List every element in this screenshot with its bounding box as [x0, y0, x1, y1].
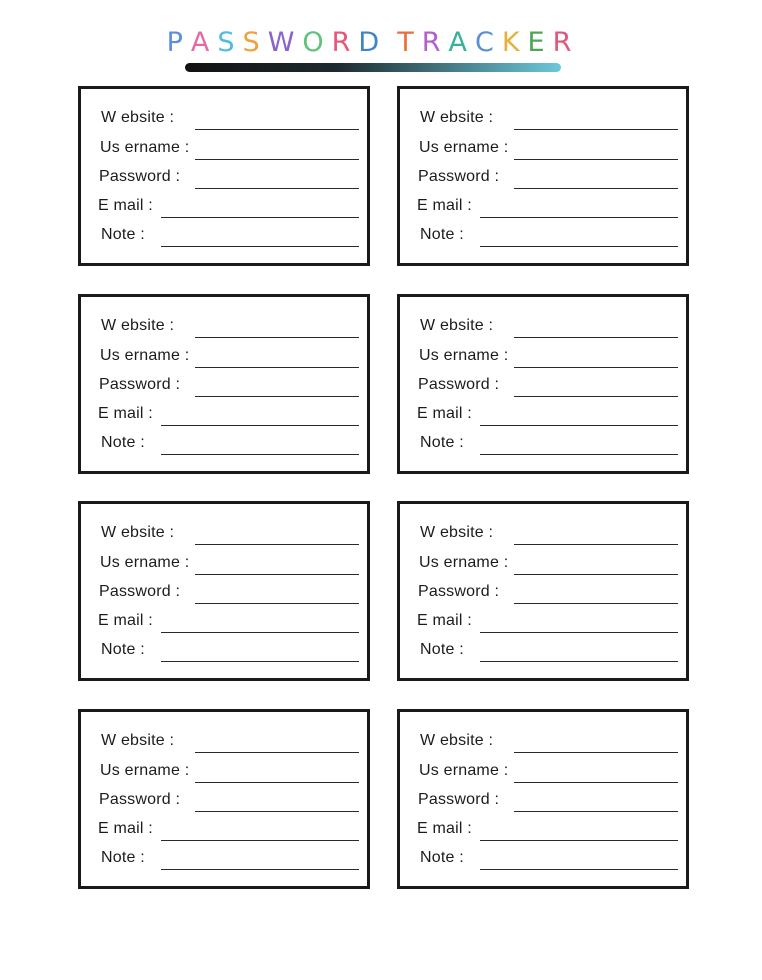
- email-label: E mail :: [417, 197, 472, 214]
- password-write-line[interactable]: [514, 188, 678, 189]
- email-label: E mail :: [417, 405, 472, 422]
- email-write-line[interactable]: [161, 425, 359, 426]
- email-write-line[interactable]: [480, 840, 678, 841]
- title-letter: T: [397, 27, 422, 58]
- website-write-line[interactable]: [195, 544, 359, 545]
- email-label: E mail :: [98, 405, 153, 422]
- note-label: Note :: [420, 226, 464, 243]
- website-label: W ebsite :: [101, 732, 175, 749]
- email-write-line[interactable]: [161, 840, 359, 841]
- email-label: E mail :: [417, 820, 472, 837]
- website-write-line[interactable]: [514, 337, 678, 338]
- username-write-line[interactable]: [195, 367, 359, 368]
- website-write-line[interactable]: [195, 129, 359, 130]
- email-label: E mail :: [417, 612, 472, 629]
- title-letter: E: [527, 27, 553, 58]
- username-label: Us ername :: [100, 762, 190, 779]
- title-letter: O: [302, 27, 332, 58]
- title-letter: [387, 26, 397, 60]
- website-label: W ebsite :: [420, 524, 494, 541]
- website-write-line[interactable]: [195, 337, 359, 338]
- password-write-line[interactable]: [195, 603, 359, 604]
- note-write-line[interactable]: [480, 869, 678, 870]
- password-card: [78, 709, 370, 889]
- website-label: W ebsite :: [420, 732, 494, 749]
- username-label: Us ername :: [100, 554, 190, 571]
- password-label: Password :: [418, 791, 500, 808]
- title-letter: R: [331, 27, 359, 58]
- password-label: Password :: [99, 791, 181, 808]
- note-label: Note :: [101, 849, 145, 866]
- email-label: E mail :: [98, 820, 153, 837]
- password-card: [397, 86, 689, 266]
- email-label: E mail :: [98, 197, 153, 214]
- password-write-line[interactable]: [195, 811, 359, 812]
- website-write-line[interactable]: [514, 752, 678, 753]
- password-label: Password :: [99, 376, 181, 393]
- password-label: Password :: [99, 583, 181, 600]
- note-label: Note :: [101, 226, 145, 243]
- password-label: Password :: [418, 376, 500, 393]
- email-write-line[interactable]: [161, 217, 359, 218]
- title-letter: R: [552, 27, 580, 58]
- username-label: Us ername :: [419, 347, 509, 364]
- password-card: [78, 501, 370, 681]
- website-label: W ebsite :: [101, 109, 175, 126]
- title-letter: D: [358, 27, 388, 58]
- note-write-line[interactable]: [161, 454, 359, 455]
- website-label: W ebsite :: [420, 109, 494, 126]
- username-label: Us ername :: [419, 139, 509, 156]
- password-card: [397, 294, 689, 474]
- note-label: Note :: [420, 434, 464, 451]
- password-write-line[interactable]: [514, 811, 678, 812]
- note-write-line[interactable]: [161, 246, 359, 247]
- password-card: [78, 294, 370, 474]
- note-write-line[interactable]: [161, 869, 359, 870]
- website-write-line[interactable]: [514, 129, 678, 130]
- username-write-line[interactable]: [195, 782, 359, 783]
- email-write-line[interactable]: [480, 217, 678, 218]
- title-letter: C: [474, 27, 502, 58]
- note-label: Note :: [420, 849, 464, 866]
- password-card: [78, 86, 370, 266]
- username-label: Us ername :: [100, 139, 190, 156]
- title-underline-bar: [185, 63, 561, 72]
- password-card: [397, 501, 689, 681]
- username-write-line[interactable]: [514, 782, 678, 783]
- note-write-line[interactable]: [480, 246, 678, 247]
- note-write-line[interactable]: [480, 661, 678, 662]
- email-write-line[interactable]: [480, 632, 678, 633]
- website-write-line[interactable]: [195, 752, 359, 753]
- website-label: W ebsite :: [101, 317, 175, 334]
- title-letter: W: [267, 27, 303, 58]
- password-label: Password :: [418, 168, 500, 185]
- title-letter: A: [448, 27, 475, 58]
- note-label: Note :: [101, 641, 145, 658]
- password-write-line[interactable]: [514, 396, 678, 397]
- note-label: Note :: [101, 434, 145, 451]
- password-label: Password :: [99, 168, 181, 185]
- username-label: Us ername :: [419, 554, 509, 571]
- title-letter: S: [217, 27, 243, 58]
- password-write-line[interactable]: [195, 396, 359, 397]
- email-label: E mail :: [98, 612, 153, 629]
- title-letter: K: [501, 27, 528, 58]
- username-write-line[interactable]: [514, 159, 678, 160]
- username-label: Us ername :: [419, 762, 509, 779]
- username-write-line[interactable]: [195, 574, 359, 575]
- page-title: [0, 26, 746, 60]
- password-label: Password :: [418, 583, 500, 600]
- username-write-line[interactable]: [514, 367, 678, 368]
- website-label: W ebsite :: [420, 317, 494, 334]
- note-write-line[interactable]: [161, 661, 359, 662]
- website-label: W ebsite :: [101, 524, 175, 541]
- note-write-line[interactable]: [480, 454, 678, 455]
- title-letter: R: [421, 27, 449, 58]
- title-letter: S: [242, 27, 268, 58]
- title-letter: A: [190, 27, 218, 58]
- email-write-line[interactable]: [161, 632, 359, 633]
- note-label: Note :: [420, 641, 464, 658]
- username-write-line[interactable]: [514, 574, 678, 575]
- username-write-line[interactable]: [195, 159, 359, 160]
- password-write-line[interactable]: [514, 603, 678, 604]
- password-card: [397, 709, 689, 889]
- password-write-line[interactable]: [195, 188, 359, 189]
- email-write-line[interactable]: [480, 425, 678, 426]
- website-write-line[interactable]: [514, 544, 678, 545]
- title-letter: P: [166, 27, 191, 58]
- username-label: Us ername :: [100, 347, 190, 364]
